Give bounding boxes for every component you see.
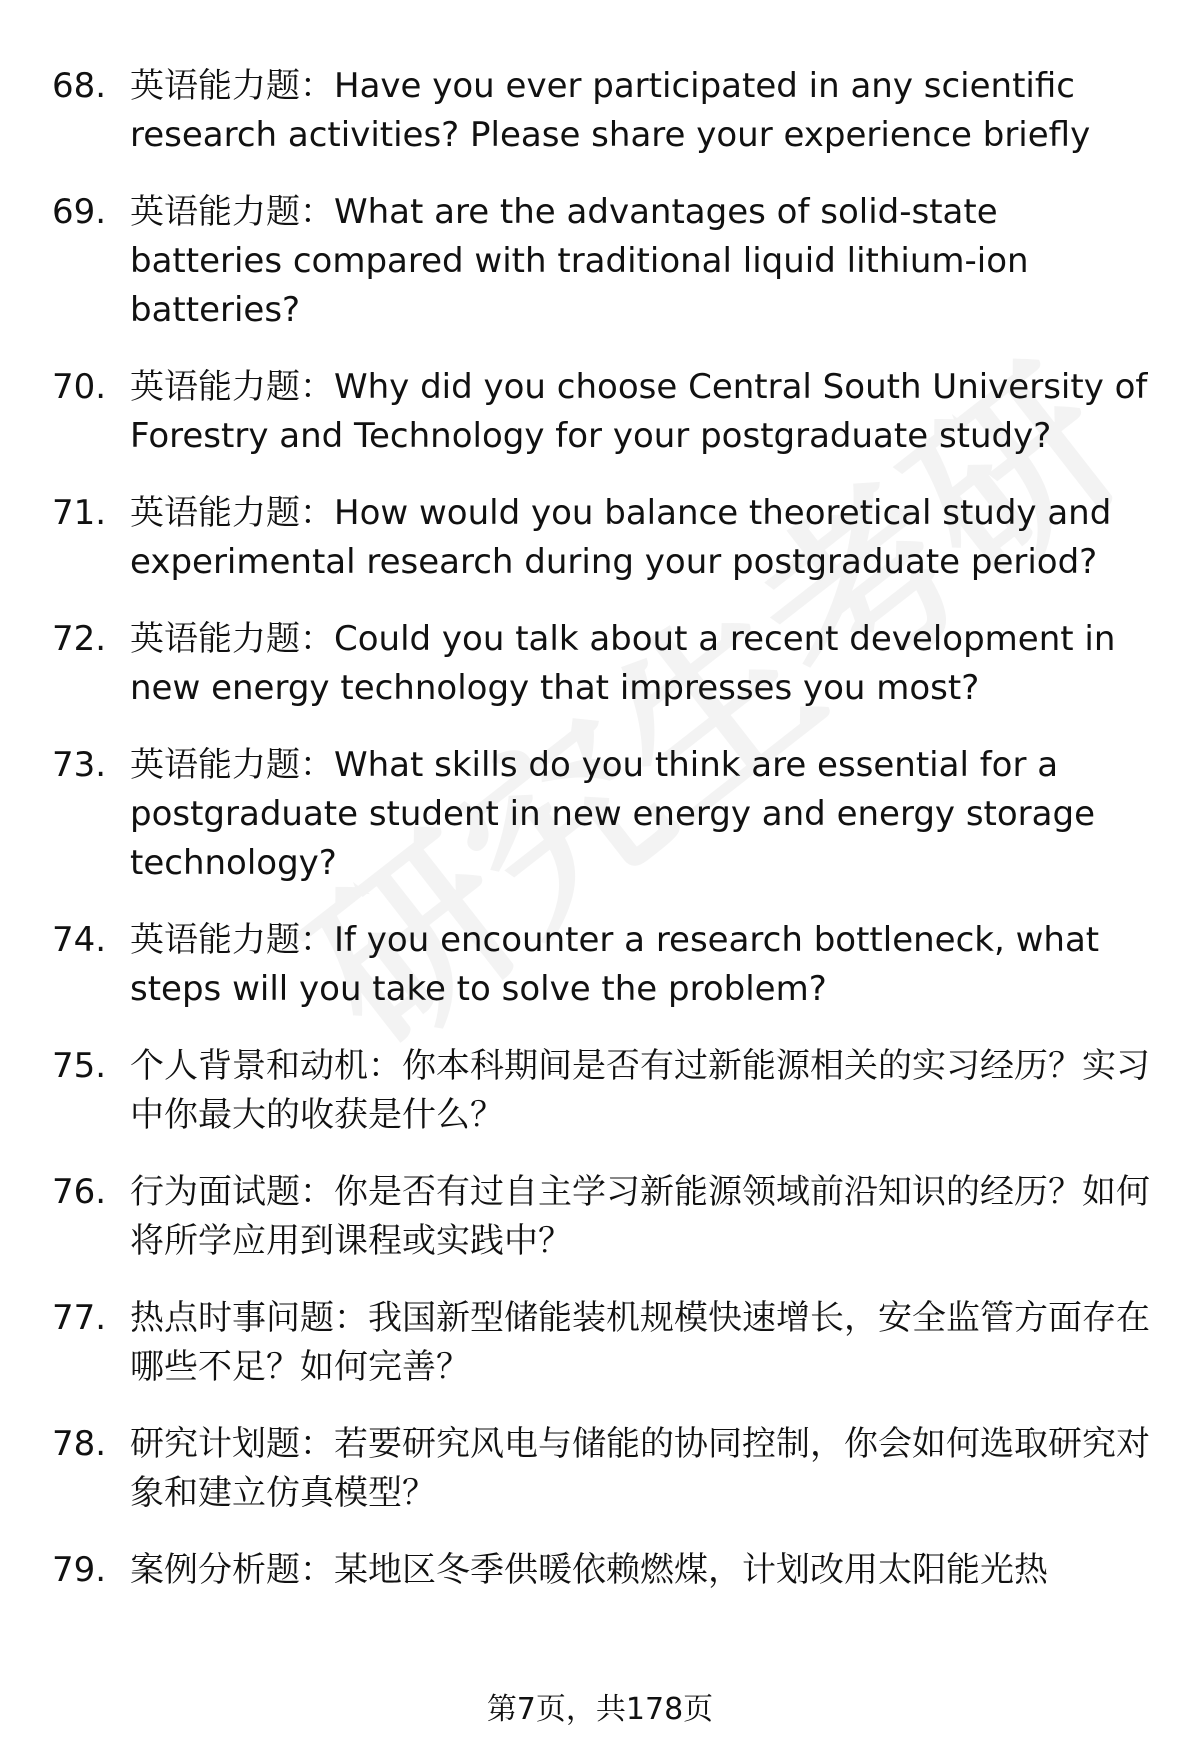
question-text: 英语能力题：If you encounter a research bottleneck, what steps will you take to solve the problem? — [130, 920, 1100, 1009]
question-number: 70. — [52, 367, 107, 407]
question-text: 行为面试题：你是否有过自主学习新能源领域前沿知识的经历？如何将所学应用到课程或实践中？ — [130, 1172, 1150, 1261]
question-number: 74. — [52, 920, 107, 960]
question-number: 69. — [52, 192, 107, 232]
question-number: 71. — [52, 493, 107, 533]
question-number: 75. — [52, 1046, 107, 1086]
page-footer: 第7页，共178页 — [486, 1692, 714, 1727]
question-text: 英语能力题：Why did you choose Central South University of Forestry and Technology for your postgraduate study? — [130, 367, 1148, 456]
question-number: 76. — [52, 1172, 107, 1212]
question-item — [52, 363, 1152, 461]
question-list — [52, 62, 1152, 1623]
question-item — [52, 188, 1152, 335]
question-item — [52, 62, 1152, 160]
question-text: 英语能力题：Could you talk about a recent development in new energy technology that impresses you most? — [130, 619, 1116, 708]
question-item — [52, 1294, 1152, 1392]
question-number: 72. — [52, 619, 107, 659]
question-number: 77. — [52, 1298, 107, 1338]
question-text: 英语能力题：How would you balance theoretical study and experimental research during your postgraduate period? — [130, 493, 1112, 582]
question-item — [52, 916, 1152, 1014]
question-item — [52, 1420, 1152, 1518]
question-item — [52, 615, 1152, 713]
question-text: 研究计划题：若要研究风电与储能的协同控制，你会如何选取研究对象和建立仿真模型？ — [130, 1424, 1150, 1513]
question-number: 68. — [52, 66, 107, 106]
question-item — [52, 1168, 1152, 1266]
question-item — [52, 741, 1152, 888]
question-item — [52, 1546, 1152, 1595]
question-item — [52, 489, 1152, 587]
question-number: 73. — [52, 745, 107, 785]
question-number: 79. — [52, 1550, 107, 1590]
question-item — [52, 1042, 1152, 1140]
question-number: 78. — [52, 1424, 107, 1464]
question-text: 个人背景和动机：你本科期间是否有过新能源相关的实习经历？实习中你最大的收获是什么？ — [130, 1046, 1150, 1135]
question-text: 案例分析题：某地区冬季供暖依赖燃煤，计划改用太阳能光热 — [130, 1550, 1048, 1590]
question-text: 英语能力题：Have you ever participated in any scientific research activities? Please share your experience briefly — [130, 66, 1091, 155]
question-text: 热点时事问题：我国新型储能装机规模快速增长，安全监管方面存在哪些不足？如何完善？ — [130, 1298, 1150, 1387]
question-text: 英语能力题：What are the advantages of solid-state batteries compared with traditional liquid lithium-ion batteries? — [130, 192, 1029, 330]
question-text: 英语能力题：What skills do you think are essential for a postgraduate student in new energy and energy storage technology? — [130, 745, 1095, 883]
